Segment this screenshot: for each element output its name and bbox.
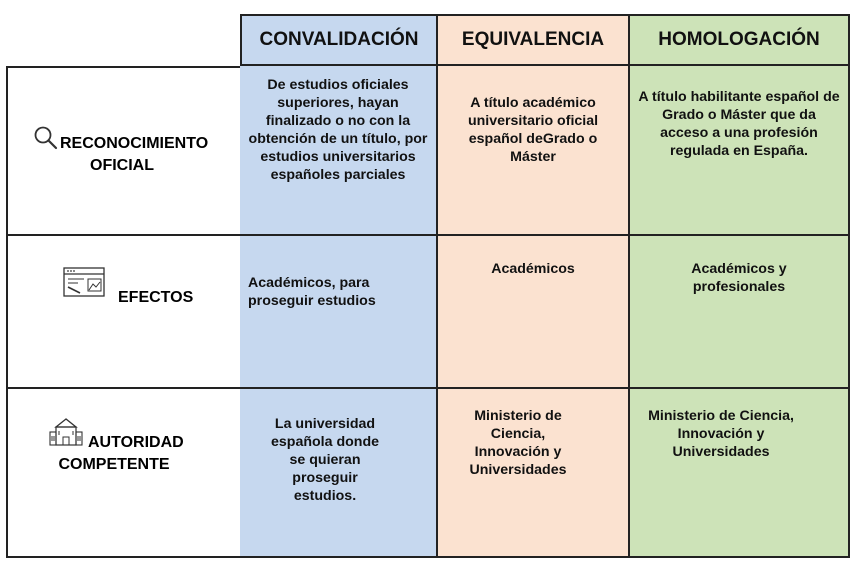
cell-text: Académicos, para proseguir estudios (248, 275, 376, 309)
cell-text: Ministerio de Ciencia, Innovación y Universidades (469, 408, 567, 478)
cell-autoridad-convalidacion (240, 389, 438, 558)
cell-text: Ministerio de Ciencia, Innovación y Universidades (648, 408, 794, 460)
cell-reconocimiento-equivalencia (438, 66, 630, 236)
cell-autoridad-equivalencia (438, 389, 630, 558)
cell-efectos-homologacion (630, 236, 850, 389)
header-equivalencia (438, 14, 630, 66)
cell-text: La universidad española donde se quieran proseguir estudios. (271, 416, 379, 504)
row-label-efectos (6, 236, 242, 389)
header-equivalencia-label: EQUIVALENCIA (461, 29, 605, 50)
cell-text: A título habilitante español de Grado o Máster que da acceso a una profesión regulada en España. (638, 89, 840, 159)
row-label-autoridad (6, 389, 242, 558)
row-label-reconocimiento-line1: RECONOCIMIENTO (60, 135, 209, 152)
browser-window-icon (62, 266, 108, 300)
row-label-reconocimiento-line2: OFICIAL (90, 157, 154, 174)
cell-efectos-convalidacion (240, 236, 438, 389)
row-label-autoridad-line2: COMPETENTE (58, 456, 170, 473)
cell-text: Académicos (491, 261, 575, 277)
cell-text: Académicos y profesionales (691, 261, 787, 295)
header-homologacion-label: HOMOLOGACIÓN (658, 29, 820, 50)
row-label-reconocimiento (6, 66, 242, 236)
cell-text: A título académico universitario oficial español deGrado o Máster (467, 95, 599, 165)
cell-autoridad-homologacion (630, 389, 850, 558)
row-label-efectos-text: EFECTOS (118, 289, 194, 306)
header-convalidacion-label: CONVALIDACIÓN (259, 29, 419, 50)
row-label-autoridad-line1: AUTORIDAD (88, 434, 184, 451)
cell-efectos-equivalencia (438, 236, 630, 389)
cell-text: De estudios oficiales superiores, hayan finalizado o no con la obtención de un título, por estudios universitarios españoles parciales (248, 77, 428, 183)
cell-reconocimiento-convalidacion (240, 66, 438, 236)
header-homologacion (630, 14, 850, 66)
header-convalidacion (240, 14, 438, 66)
magnifier-icon (32, 124, 60, 150)
cell-reconocimiento-homologacion (630, 66, 850, 236)
university-building-icon (48, 417, 84, 447)
